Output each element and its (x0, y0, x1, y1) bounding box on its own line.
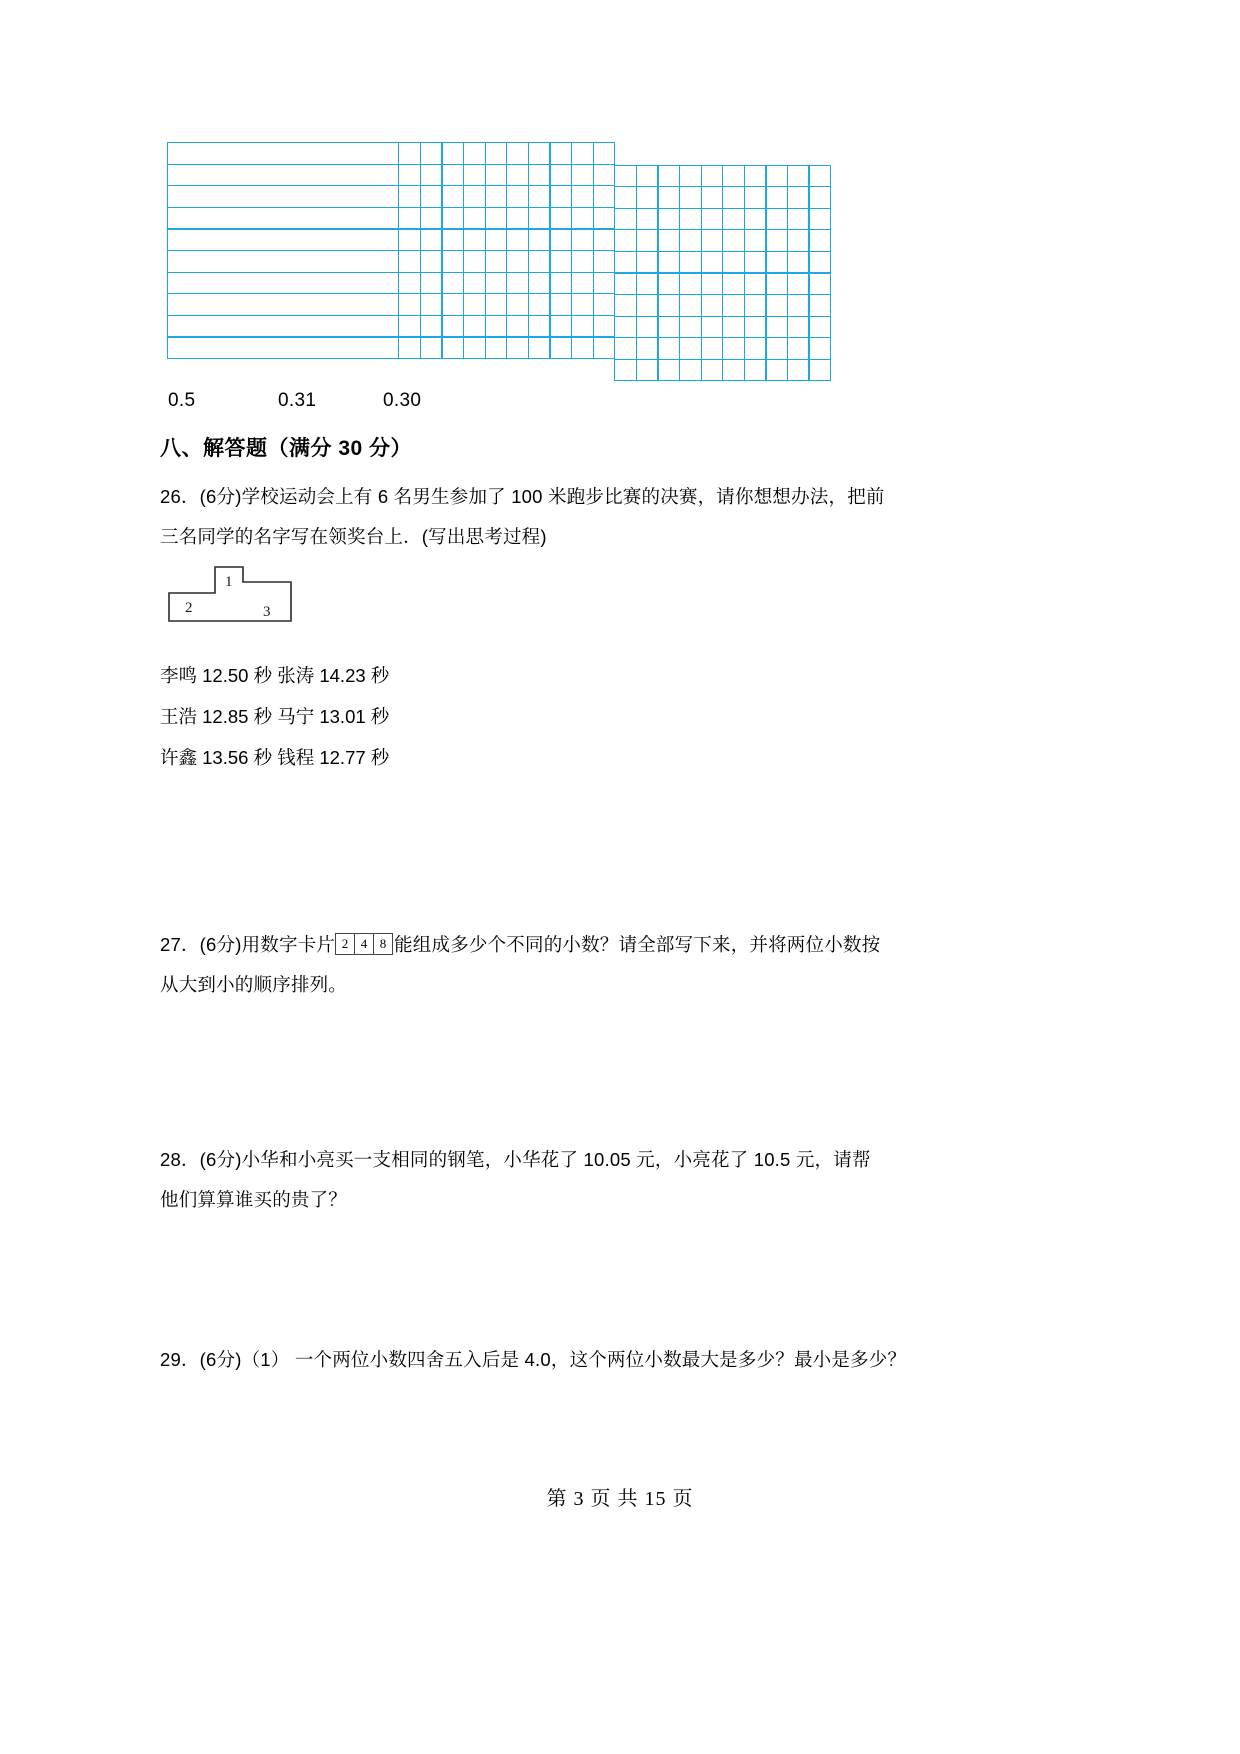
grid-cell (722, 273, 744, 295)
grid-cell (636, 229, 658, 251)
grid-cell (787, 316, 809, 338)
grid-cell (636, 165, 658, 187)
grid-cell (463, 229, 485, 251)
grid-cell (787, 337, 809, 359)
grid-cell (636, 208, 658, 230)
decimal-grid-figure (168, 143, 831, 381)
grid-cell (485, 185, 507, 207)
grid-cell (636, 337, 658, 359)
grid-cell (442, 142, 464, 164)
grid-cell (442, 229, 464, 251)
grid-cell (766, 229, 788, 251)
grid-cell (809, 251, 831, 273)
grid-cell (658, 186, 680, 208)
grid-cell (744, 316, 766, 338)
grid-cell (809, 208, 831, 230)
grid-cell (679, 359, 701, 381)
grid-row (615, 295, 831, 317)
grid-cell (722, 165, 744, 187)
question-28 (160, 1140, 980, 1220)
grid-cell (485, 142, 507, 164)
grid-cell (809, 337, 831, 359)
grid-cell (506, 164, 528, 186)
grid-cell (506, 272, 528, 294)
grid-cell (167, 229, 399, 251)
grid-cell (701, 186, 723, 208)
number-cards (336, 933, 393, 955)
grid-cell (442, 250, 464, 272)
grid-cell (442, 185, 464, 207)
grid-row (615, 360, 831, 382)
grid-cell (614, 316, 636, 338)
grid-cell (593, 229, 615, 251)
tenths-strip-grid (168, 143, 399, 359)
grid-cell (442, 293, 464, 315)
figure-caption (168, 390, 868, 412)
grid-cell (809, 359, 831, 381)
grid-cell (722, 316, 744, 338)
grid-cell (787, 273, 809, 295)
grid-cell (506, 293, 528, 315)
grid-cell (463, 164, 485, 186)
grid-cell (398, 250, 420, 272)
grid-cell (398, 164, 420, 186)
grid-cell (614, 359, 636, 381)
grid-cell (809, 316, 831, 338)
grid-cell (766, 208, 788, 230)
grid-cell (658, 165, 680, 187)
grid-cell (571, 164, 593, 186)
grid-cell (614, 251, 636, 273)
grid-row (615, 230, 831, 252)
grid-cell (809, 273, 831, 295)
grid-cell (766, 273, 788, 295)
grid-row (168, 143, 399, 165)
grid-cell (167, 250, 399, 272)
grid-cell (787, 359, 809, 381)
grid-cell (722, 337, 744, 359)
grid-cell (722, 229, 744, 251)
number-card: 8 (373, 933, 393, 955)
grid-cell (528, 315, 550, 337)
grid-cell (658, 294, 680, 316)
question-27 (160, 925, 980, 1005)
grid-cell (442, 207, 464, 229)
page-footer: 第 3 页 共 15 页 (546, 1488, 694, 1510)
grid-row (399, 186, 615, 208)
grid-cell (701, 251, 723, 273)
number-card: 2 (335, 933, 355, 955)
grid-row (615, 187, 831, 209)
grid-cell (398, 229, 420, 251)
podium-label-second: 2 (185, 600, 193, 616)
grid-cell (167, 185, 399, 207)
grid-cell (593, 315, 615, 337)
grid-cell (809, 186, 831, 208)
grid-row (168, 251, 399, 273)
grid-cell (593, 293, 615, 315)
question-29-line-1: 29．(6分)（1） 一个两位小数四舍五入后是 4.0，这个两位小数最大是多少？最小是多少？ (160, 1349, 907, 1370)
grid-cell (679, 273, 701, 295)
grid-cell (614, 273, 636, 295)
grid-cell (398, 142, 420, 164)
grid-cell (528, 337, 550, 359)
grid-cell (614, 294, 636, 316)
grid-cell (787, 186, 809, 208)
grid-cell (463, 207, 485, 229)
grid-cell (571, 293, 593, 315)
grid-cell (593, 337, 615, 359)
grid-row (399, 251, 615, 273)
grid-cell (420, 315, 442, 337)
grid-cell (658, 337, 680, 359)
grid-cell (658, 316, 680, 338)
grid-cell (593, 142, 615, 164)
grid-cell (528, 142, 550, 164)
question-26 (160, 477, 980, 557)
grid-cell (420, 207, 442, 229)
grid-row (399, 143, 615, 165)
grid-cell (593, 250, 615, 272)
grid-cell (485, 293, 507, 315)
grid-cell (744, 337, 766, 359)
grid-cell (701, 273, 723, 295)
grid-cell (528, 164, 550, 186)
grid-cell (766, 186, 788, 208)
podium-diagram (168, 560, 292, 622)
grid-row (615, 338, 831, 360)
grid-row (615, 165, 831, 187)
grid-row (399, 208, 615, 230)
grid-row (615, 317, 831, 339)
grid-cell (167, 164, 399, 186)
grid-cell (528, 185, 550, 207)
grid-cell (420, 164, 442, 186)
grid-cell (550, 315, 572, 337)
grid-cell (766, 337, 788, 359)
grid-cell (398, 337, 420, 359)
grid-row (168, 337, 399, 359)
grid-cell (398, 315, 420, 337)
grid-cell (485, 164, 507, 186)
hundredths-grid-a (399, 143, 615, 359)
grid-cell (679, 229, 701, 251)
grid-cell (593, 207, 615, 229)
grid-cell (506, 315, 528, 337)
grid-cell (506, 207, 528, 229)
grid-cell (766, 294, 788, 316)
grid-cell (571, 250, 593, 272)
question-27-suffix: 能组成多少个不同的小数？请全部写下来，并将两位小数按 (394, 934, 881, 955)
grid-cell (167, 315, 399, 337)
question-28-line-1: 28．(6分)小华和小亮买一支相同的钢笔，小华花了 10.05 元，小亮花了 10.5 元，请帮 (160, 1149, 871, 1170)
grid-cell (442, 315, 464, 337)
question-27-line-1 (160, 925, 980, 965)
grid-row (168, 186, 399, 208)
grid-cell (593, 164, 615, 186)
grid-cell (571, 272, 593, 294)
grid-cell (766, 251, 788, 273)
grid-cell (787, 165, 809, 187)
grid-cell (550, 164, 572, 186)
hundredths-grid-b (615, 165, 831, 381)
grid-cell (636, 294, 658, 316)
grid-cell (787, 229, 809, 251)
grid-row (168, 208, 399, 230)
grid-cell (679, 208, 701, 230)
grid-cell (550, 272, 572, 294)
grid-cell (809, 165, 831, 187)
grid-cell (744, 273, 766, 295)
grid-cell (528, 250, 550, 272)
grid-cell (809, 229, 831, 251)
grid-cell (463, 337, 485, 359)
grid-cell (463, 272, 485, 294)
grid-row (615, 273, 831, 295)
grid-cell (766, 165, 788, 187)
grid-row (399, 229, 615, 251)
grid-cell (658, 273, 680, 295)
grid-cell (658, 208, 680, 230)
athlete-times-row: 许鑫 13.56 秒 钱程 12.77 秒 (160, 747, 390, 768)
grid-row (168, 294, 399, 316)
grid-row (168, 273, 399, 295)
grid-cell (636, 251, 658, 273)
figure-value-1: 0.31 (278, 390, 317, 411)
grid-cell (571, 337, 593, 359)
figure-value-2: 0.30 (383, 390, 422, 411)
grid-cell (398, 185, 420, 207)
grid-cell (420, 142, 442, 164)
grid-cell (167, 207, 399, 229)
grid-cell (550, 250, 572, 272)
grid-row (615, 209, 831, 231)
question-29 (160, 1340, 1020, 1380)
grid-cell (722, 294, 744, 316)
grid-cell (614, 229, 636, 251)
grid-cell (658, 359, 680, 381)
grid-cell (787, 251, 809, 273)
grid-cell (420, 185, 442, 207)
grid-cell (679, 251, 701, 273)
grid-cell (571, 185, 593, 207)
grid-cell (701, 165, 723, 187)
grid-cell (420, 293, 442, 315)
grid-cell (550, 207, 572, 229)
grid-cell (766, 359, 788, 381)
grid-cell (571, 207, 593, 229)
grid-cell (744, 186, 766, 208)
podium-label-third: 3 (263, 604, 271, 620)
grid-cell (658, 229, 680, 251)
grid-cell (506, 185, 528, 207)
grid-cell (679, 165, 701, 187)
grid-cell (766, 316, 788, 338)
athlete-times-list (160, 655, 389, 778)
question-27-line-2: 从大到小的顺序排列。 (160, 974, 348, 995)
grid-cell (528, 272, 550, 294)
grid-cell (744, 208, 766, 230)
grid-cell (485, 229, 507, 251)
athlete-times-row: 李鸣 12.50 秒 张涛 14.23 秒 (160, 665, 390, 686)
grid-cell (679, 186, 701, 208)
grid-cell (550, 293, 572, 315)
grid-cell (679, 316, 701, 338)
grid-cell (463, 250, 485, 272)
question-28-line-2: 他们算算谁买的贵了？ (160, 1189, 348, 1210)
grid-row (399, 337, 615, 359)
grid-cell (593, 185, 615, 207)
grid-cell (506, 229, 528, 251)
athlete-times-row: 王浩 12.85 秒 马宁 13.01 秒 (160, 706, 390, 727)
grid-row (399, 273, 615, 295)
grid-cell (398, 272, 420, 294)
number-card: 4 (354, 933, 374, 955)
grid-cell (614, 337, 636, 359)
grid-cell (463, 315, 485, 337)
grid-cell (679, 337, 701, 359)
grid-cell (442, 164, 464, 186)
grid-cell (485, 315, 507, 337)
grid-cell (442, 272, 464, 294)
grid-cell (679, 294, 701, 316)
grid-cell (485, 250, 507, 272)
grid-cell (722, 186, 744, 208)
grid-cell (701, 294, 723, 316)
grid-cell (167, 293, 399, 315)
grid-cell (550, 185, 572, 207)
grid-cell (809, 294, 831, 316)
grid-cell (614, 186, 636, 208)
grid-cell (636, 316, 658, 338)
grid-cell (744, 165, 766, 187)
grid-cell (528, 293, 550, 315)
grid-row (615, 252, 831, 274)
grid-cell (744, 359, 766, 381)
grid-cell (485, 207, 507, 229)
grid-cell (420, 229, 442, 251)
grid-cell (722, 359, 744, 381)
grid-cell (744, 251, 766, 273)
grid-cell (571, 142, 593, 164)
grid-cell (550, 229, 572, 251)
podium-label-first: 1 (225, 574, 233, 590)
grid-cell (463, 185, 485, 207)
grid-cell (571, 315, 593, 337)
grid-cell (463, 293, 485, 315)
grid-cell (167, 142, 399, 164)
grid-cell (701, 208, 723, 230)
grid-cell (722, 208, 744, 230)
grid-cell (485, 337, 507, 359)
grid-row (168, 165, 399, 187)
grid-row (168, 229, 399, 251)
question-27-prefix: 27．(6分)用数字卡片 (160, 934, 336, 955)
grid-cell (722, 251, 744, 273)
grid-cell (528, 229, 550, 251)
grid-cell (744, 229, 766, 251)
grid-cell (614, 208, 636, 230)
grid-cell (420, 250, 442, 272)
grid-cell (701, 359, 723, 381)
grid-cell (787, 208, 809, 230)
grid-cell (701, 337, 723, 359)
figure-value-0: 0.5 (168, 390, 196, 411)
grid-cell (571, 229, 593, 251)
grid-cell (167, 337, 399, 359)
grid-cell (550, 337, 572, 359)
grid-cell (420, 272, 442, 294)
grid-cell (701, 229, 723, 251)
grid-cell (528, 207, 550, 229)
grid-cell (506, 142, 528, 164)
grid-cell (398, 293, 420, 315)
grid-cell (442, 337, 464, 359)
grid-cell (744, 294, 766, 316)
podium-shape-icon (168, 560, 292, 622)
question-26-line-2: 三名同学的名字写在领奖台上．(写出思考过程) (160, 526, 547, 547)
grid-cell (636, 186, 658, 208)
grid-row (168, 316, 399, 338)
grid-cell (636, 359, 658, 381)
grid-row (399, 294, 615, 316)
grid-cell (463, 142, 485, 164)
grid-row (399, 316, 615, 338)
grid-cell (701, 316, 723, 338)
grid-cell (636, 273, 658, 295)
grid-row (399, 165, 615, 187)
grid-cell (167, 272, 399, 294)
section-heading: 八、解答题（满分 30 分） (160, 437, 413, 460)
question-26-line-1: 26．(6分)学校运动会上有 6 名男生参加了 100 米跑步比赛的决赛，请你想想办法，把前 (160, 486, 885, 507)
grid-cell (506, 337, 528, 359)
grid-cell (658, 251, 680, 273)
grid-cell (593, 272, 615, 294)
grid-cell (787, 294, 809, 316)
grid-cell (420, 337, 442, 359)
grid-cell (506, 250, 528, 272)
grid-cell (485, 272, 507, 294)
grid-cell (614, 165, 636, 187)
grid-cell (398, 207, 420, 229)
grid-cell (550, 142, 572, 164)
